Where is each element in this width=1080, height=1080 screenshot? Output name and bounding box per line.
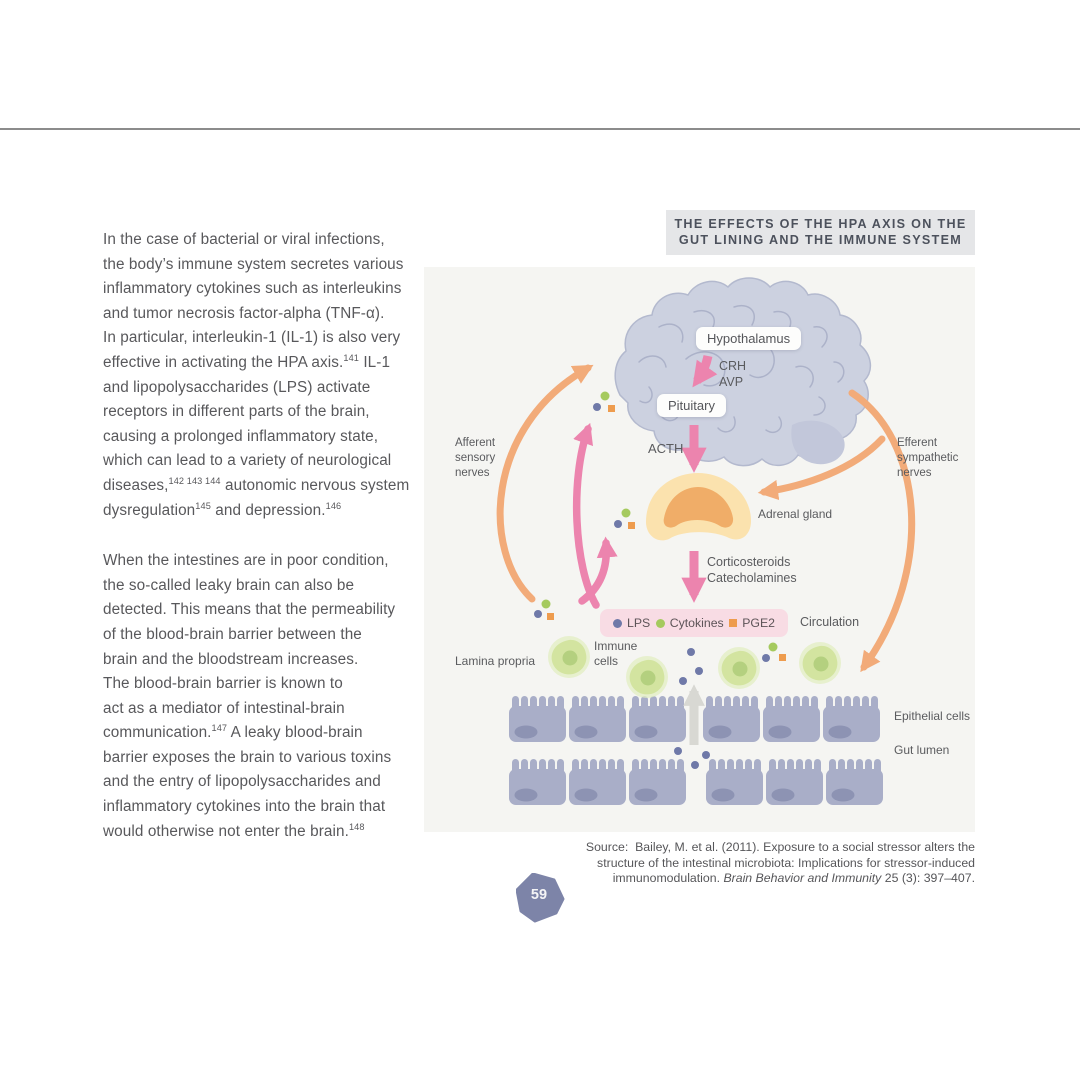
dot-cluster-lamina (762, 643, 786, 663)
figure-title (666, 210, 975, 255)
source-line: immunomodulation. Brain Behavior and Immunity 25 (3): 397–407. (612, 871, 975, 886)
page-top-edge-line (0, 128, 1080, 130)
legend-item-pge2: PGE2 (729, 616, 775, 630)
hpa-axis-diagram (424, 267, 975, 832)
efferent-nerves-label: Efferent sympathetic nerves (897, 437, 959, 479)
circulation-label: Circulation (800, 615, 860, 629)
paragraph-infections: In the case of bacterial or viral infections, the body’s immune system secretes various inflammatory cytokines such as interleukins and tumor necrosis factor-alpha (TNF-α). In particular, interleukin-1 (IL-1) is also very effective in activating the HPA axis.$^{141}$ IL-1 and lipopolysaccharides (LPS) activate receptors in different parts of the brain, causing a prolonged inflammatory state, which can lead to a variety of neurological diseases,$^{142 143 144}$ autonomic nervous system dysregulation$^{145}$ and depression.$^{146}$ (103, 231, 410, 519)
adrenal-gland-label: Adrenal gland (758, 507, 833, 521)
source-line: structure of the intestinal microbiota: Implications for stressor-induced (597, 855, 975, 870)
epithelial-cells-label: Epithelial cells (894, 709, 971, 723)
figure-panel (424, 267, 975, 832)
page-number-badge (516, 873, 566, 923)
lamina-propria-label: Lamina propria (455, 654, 536, 668)
paragraph-leaky-brain: When the intestines are in poor condition, the so-called leaky brain can also be detected. This means that the permeability of the blood-brain barrier between the brain and the bloodstream increases. The blood-brain barrier is known to act as a mediator of intestinal-brain communication.$^{147}$ A leaky blood-brain barrier exposes the brain to various toxins and the entry of lipopolysaccharides and inflammatory cytokines into the brain that would otherwise not enter the brain.$^{148}$ (103, 552, 396, 840)
page-number: 59 (530, 887, 548, 903)
immune-cells-illustration (548, 636, 841, 698)
pink-feedback-arrows (577, 429, 607, 605)
legend-item-cytokines: Cytokines (656, 616, 724, 630)
pituitary-label: Pituitary (657, 394, 726, 417)
corticosteroids-label: Corticosteroids Catecholamines (707, 555, 797, 585)
adrenal-gland-illustration (646, 473, 751, 540)
lps-dot-icon (613, 619, 622, 628)
source-citation (560, 840, 975, 887)
dot-cluster-lower-left (534, 600, 554, 621)
source-line: Source: Bailey, M. et al. (2011). Exposure to a social stressor alters the (585, 840, 975, 854)
figure-title-line2: GUT LINING AND THE IMMUNE SYSTEM (678, 232, 963, 247)
hypothalamus-label: Hypothalamus (696, 327, 801, 350)
acth-label: ACTH (648, 441, 684, 456)
crh-avp-label: CRH AVP (719, 359, 747, 389)
dot-cluster-brain (593, 392, 615, 413)
immune-cells-label: Immune cells (594, 639, 638, 668)
dot-cluster-adrenal (614, 509, 635, 530)
cytokines-dot-icon (656, 619, 665, 628)
circulation-legend (600, 609, 788, 637)
legend-item-lps: LPS (613, 616, 650, 630)
afferent-nerves-label: Afferent sensory nerves (455, 437, 496, 479)
pge2-square-icon (729, 619, 737, 627)
body-text-column (103, 228, 421, 870)
figure-title-line1: THE EFFECTS OF THE HPA AXIS ON THE (674, 217, 967, 231)
gut-lumen-label: Gut lumen (894, 743, 950, 757)
